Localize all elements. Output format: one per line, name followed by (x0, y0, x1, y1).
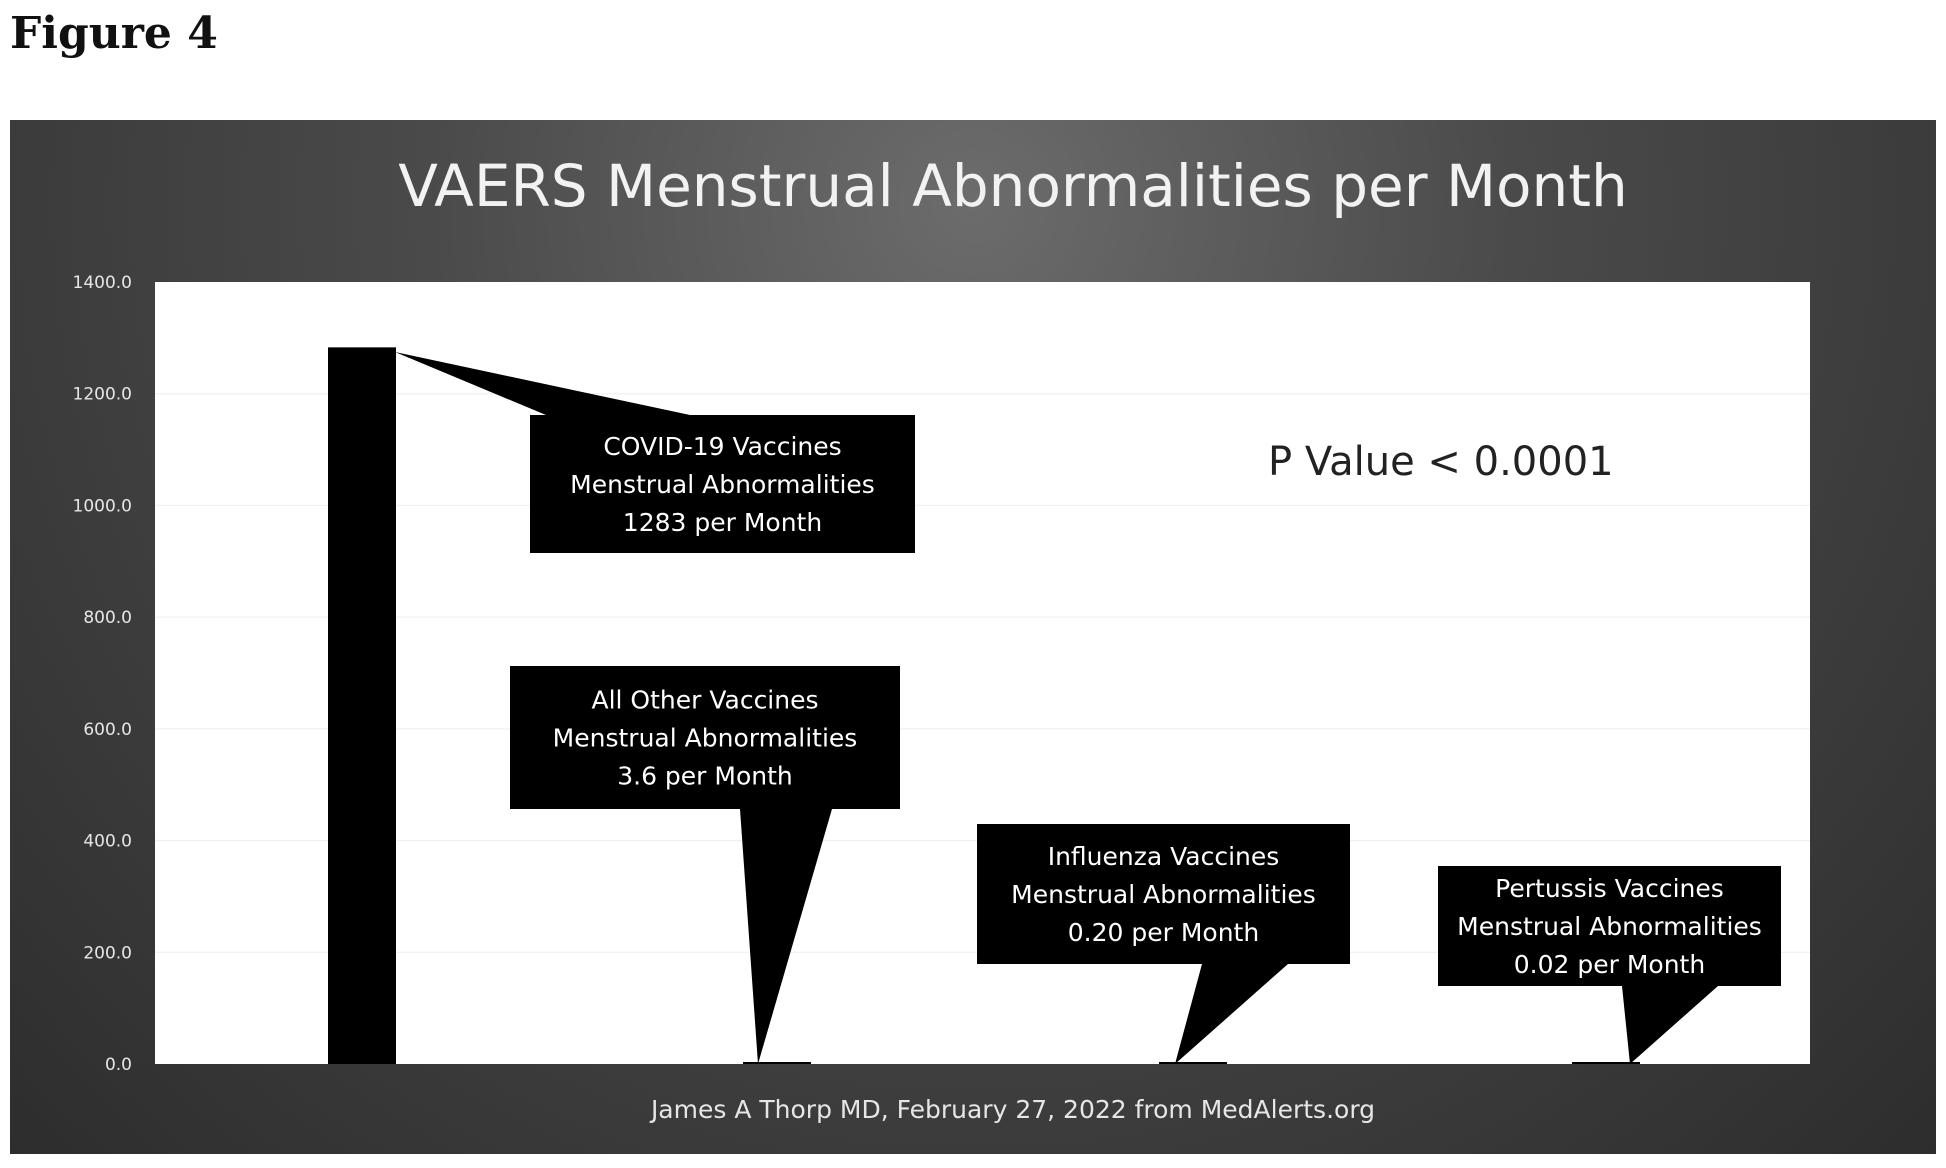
callout-label: Menstrual Abnormalities (1011, 880, 1316, 909)
bar (743, 1062, 811, 1064)
bar (1159, 1062, 1227, 1064)
callout-label: Menstrual Abnormalities (1457, 912, 1762, 941)
bar (1572, 1062, 1640, 1064)
callout-label: COVID-19 Vaccines (603, 432, 842, 461)
callout-label: 1283 per Month (622, 508, 823, 537)
callout-label: Influenza Vaccines (1047, 842, 1280, 871)
bar-chart (10, 120, 1936, 1154)
callout-label: 0.20 per Month (1067, 918, 1260, 947)
bar (328, 347, 396, 1064)
callout-label: Menstrual Abnormalities (570, 470, 875, 499)
callout-label: Menstrual Abnormalities (552, 723, 858, 753)
chart-title: VAERS Menstrual Abnormalities per Month (398, 152, 1628, 220)
figure-heading: Figure 4 (10, 8, 218, 59)
y-tick-label: 800.0 (83, 608, 132, 629)
callout-label: 3.6 per Month (617, 761, 793, 791)
callout-label: Pertussis Vaccines (1495, 874, 1724, 903)
y-tick-label: 1400.0 (72, 273, 132, 293)
y-tick-label: 0.0 (104, 1055, 132, 1075)
p-value-annotation: P Value < 0.0001 (1268, 439, 1614, 485)
chart-panel (10, 120, 1936, 1154)
y-tick-label: 200.0 (83, 943, 132, 964)
y-tick-label: 1000.0 (72, 496, 132, 517)
y-tick-label: 1200.0 (72, 384, 132, 405)
y-tick-label: 400.0 (83, 831, 132, 852)
y-tick-label: 600.0 (83, 719, 132, 740)
callout-label: 0.02 per Month (1513, 950, 1706, 979)
callout-label: All Other Vaccines (591, 685, 819, 715)
source-credit: James A Thorp MD, February 27, 2022 from MedAlerts.org (650, 1095, 1376, 1124)
